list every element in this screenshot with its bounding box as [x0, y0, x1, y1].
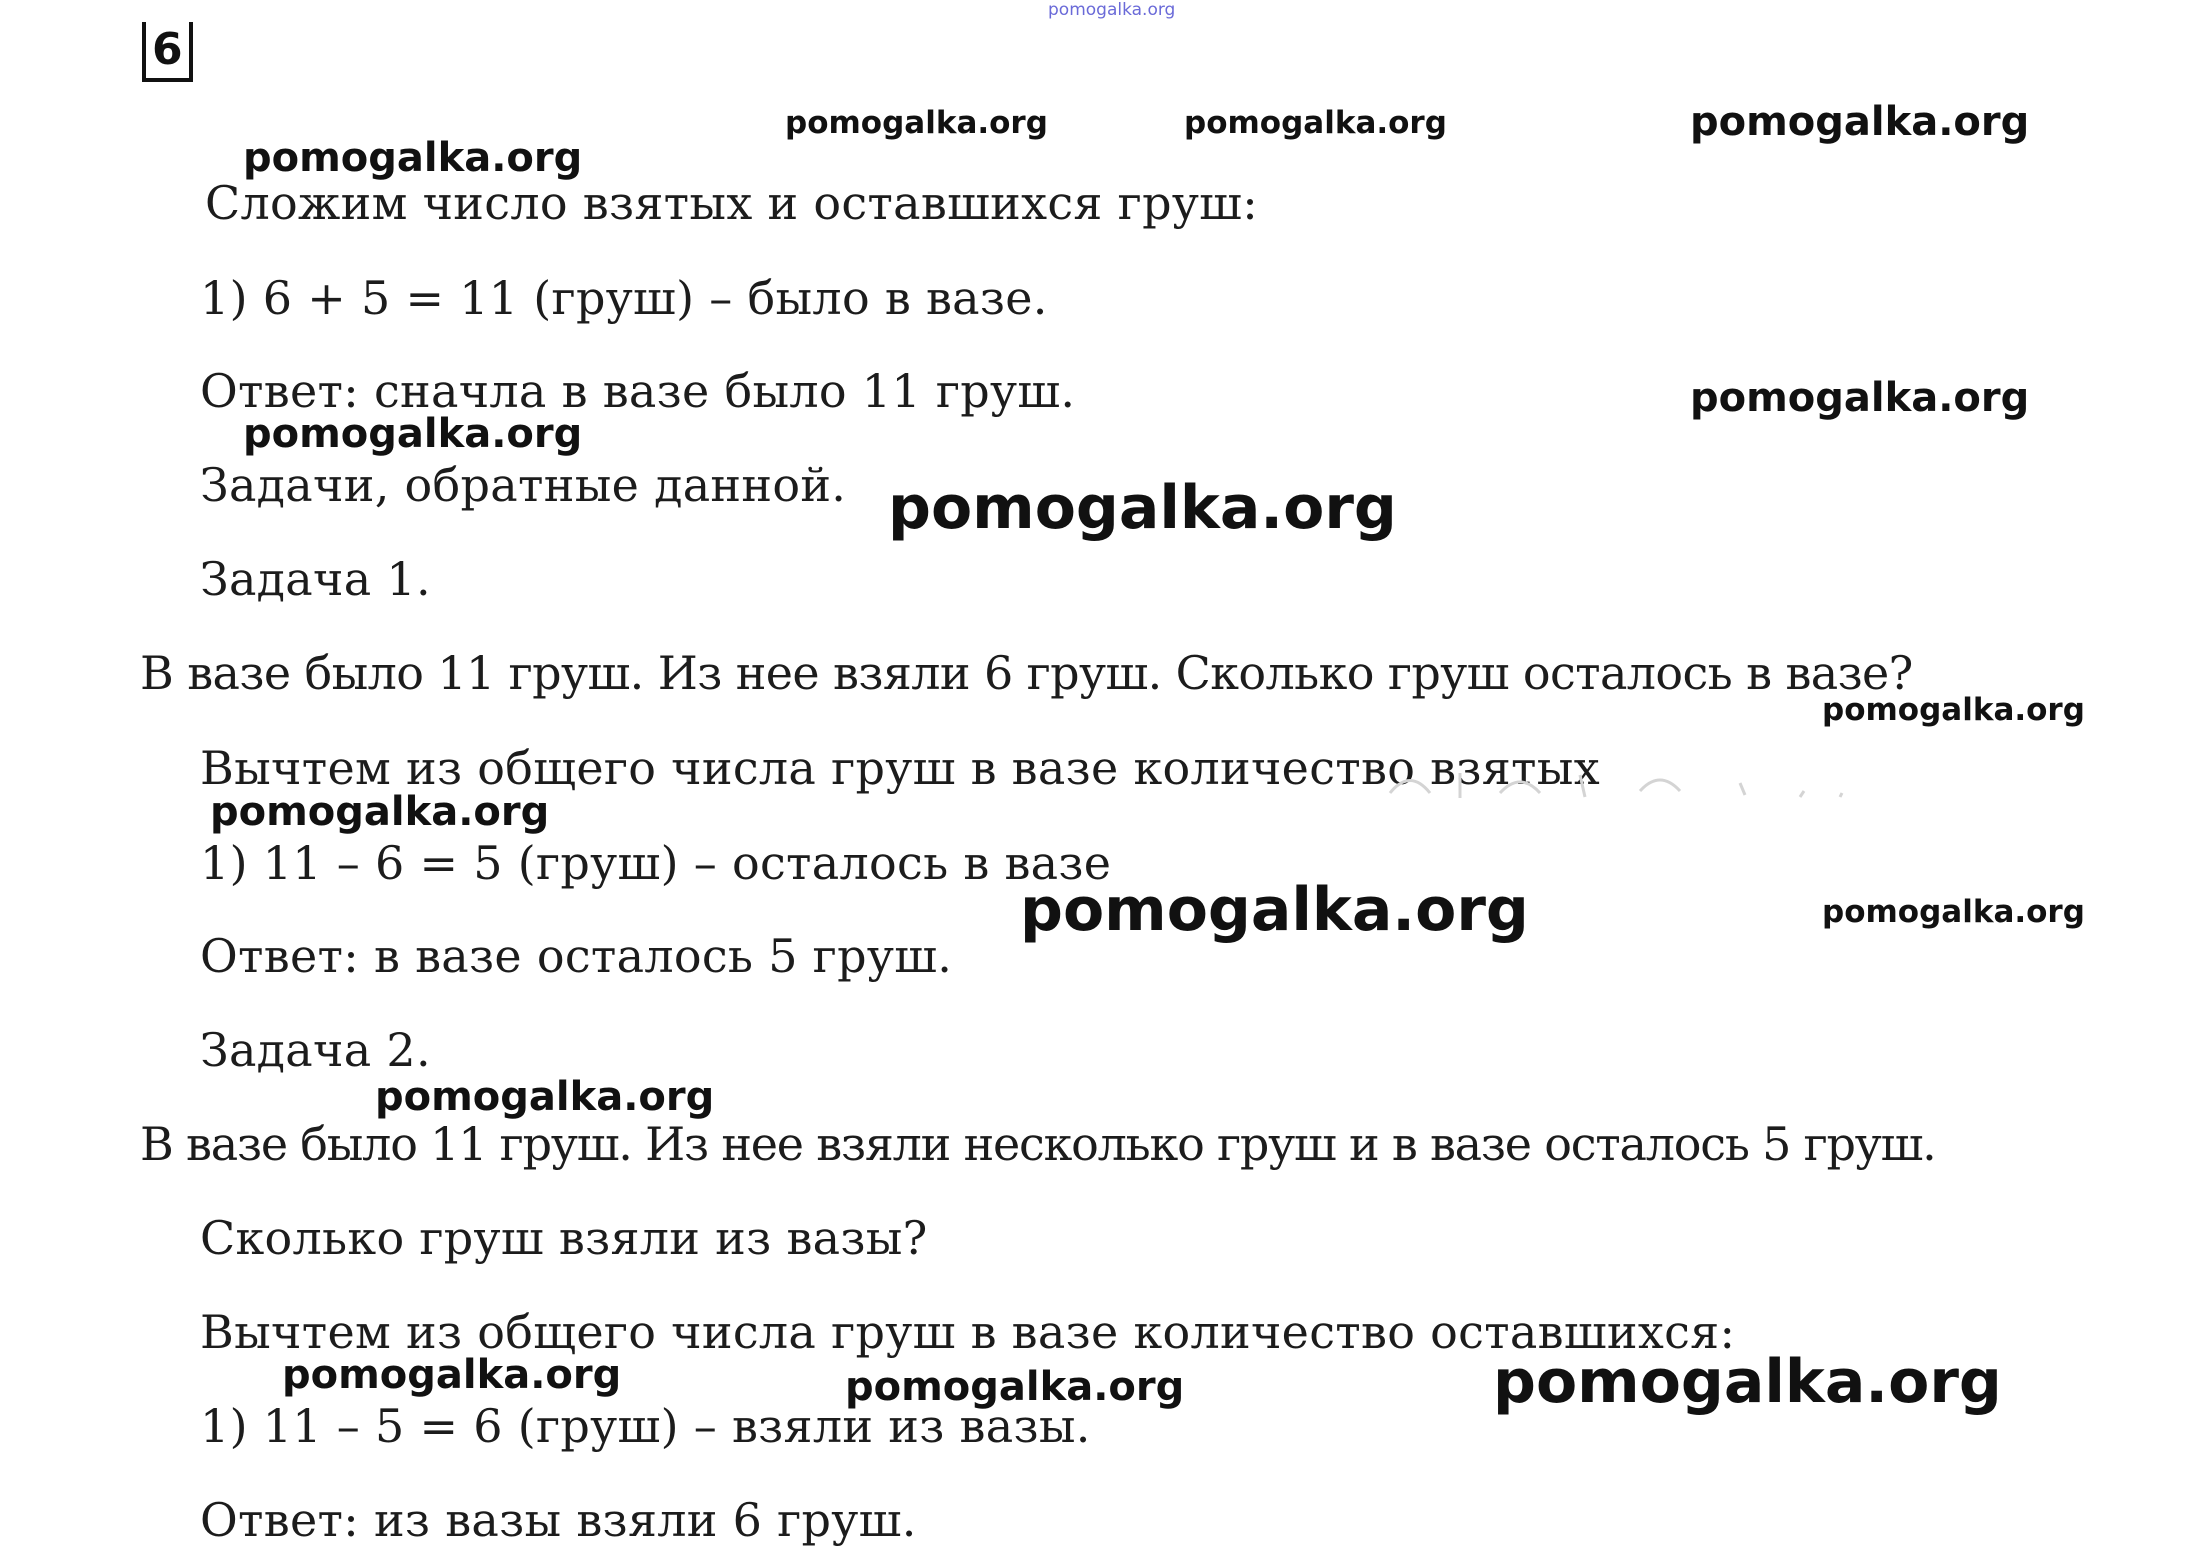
text-line-11: В вазе было 11 груш. Из нее взяли несколько груш и в вазе осталось 5 груш.: [140, 1117, 1936, 1171]
text-line-2: 1) 6 + 5 = 11 (груш) – было в вазе.: [200, 271, 1048, 325]
text-line-13: Вычтем из общего числа груш в вазе количество оставшихся:: [200, 1305, 1736, 1359]
text-line-1: Сложим число взятых и оставшихся груш:: [205, 176, 1259, 230]
watermark: pomogalka.org: [1184, 105, 1447, 141]
watermark-large: pomogalka.org: [888, 473, 1397, 543]
watermark-top-center: pomogalka.org: [1048, 0, 1176, 20]
watermark: pomogalka.org: [375, 1074, 715, 1120]
watermark-large: pomogalka.org: [1493, 1347, 2002, 1417]
faint-marks-graphic: [1380, 763, 1880, 803]
text-line-8: 1) 11 – 6 = 5 (груш) – осталось в вазе: [200, 836, 1112, 890]
watermark: pomogalka.org: [243, 411, 583, 457]
bleed-through-artifact: [1380, 763, 1880, 803]
task-number: 6: [142, 22, 193, 82]
text-line-14: 1) 11 – 5 = 6 (груш) – взяли из вазы.: [200, 1399, 1091, 1453]
text-line-10: Задача 2.: [200, 1023, 431, 1077]
watermark: pomogalka.org: [210, 789, 550, 835]
watermark: pomogalka.org: [1690, 375, 2030, 421]
text-line-5: Задача 1.: [200, 552, 431, 606]
text-line-4: Задачи, обратные данной.: [200, 458, 847, 512]
text-line-7: Вычтем из общего числа груш в вазе количество взятых: [200, 741, 1600, 795]
watermark: pomogalka.org: [1690, 99, 2030, 145]
watermark: pomogalka.org: [1822, 692, 2085, 728]
text-line-3: Ответ: сначла в вазе было 11 груш.: [200, 364, 1076, 418]
text-line-6: В вазе было 11 груш. Из нее взяли 6 груш. Сколько груш осталось в вазе?: [140, 646, 1913, 700]
text-line-15: Ответ: из вазы взяли 6 груш.: [200, 1493, 917, 1547]
watermark: pomogalka.org: [785, 105, 1048, 141]
watermark: pomogalka.org: [243, 135, 583, 181]
text-line-9: Ответ: в вазе осталось 5 груш.: [200, 929, 953, 983]
text-line-12: Сколько груш взяли из вазы?: [200, 1211, 928, 1265]
watermark: pomogalka.org: [282, 1352, 622, 1398]
watermark: pomogalka.org: [845, 1364, 1185, 1410]
watermark-large: pomogalka.org: [1020, 875, 1529, 945]
watermark: pomogalka.org: [1822, 894, 2085, 930]
